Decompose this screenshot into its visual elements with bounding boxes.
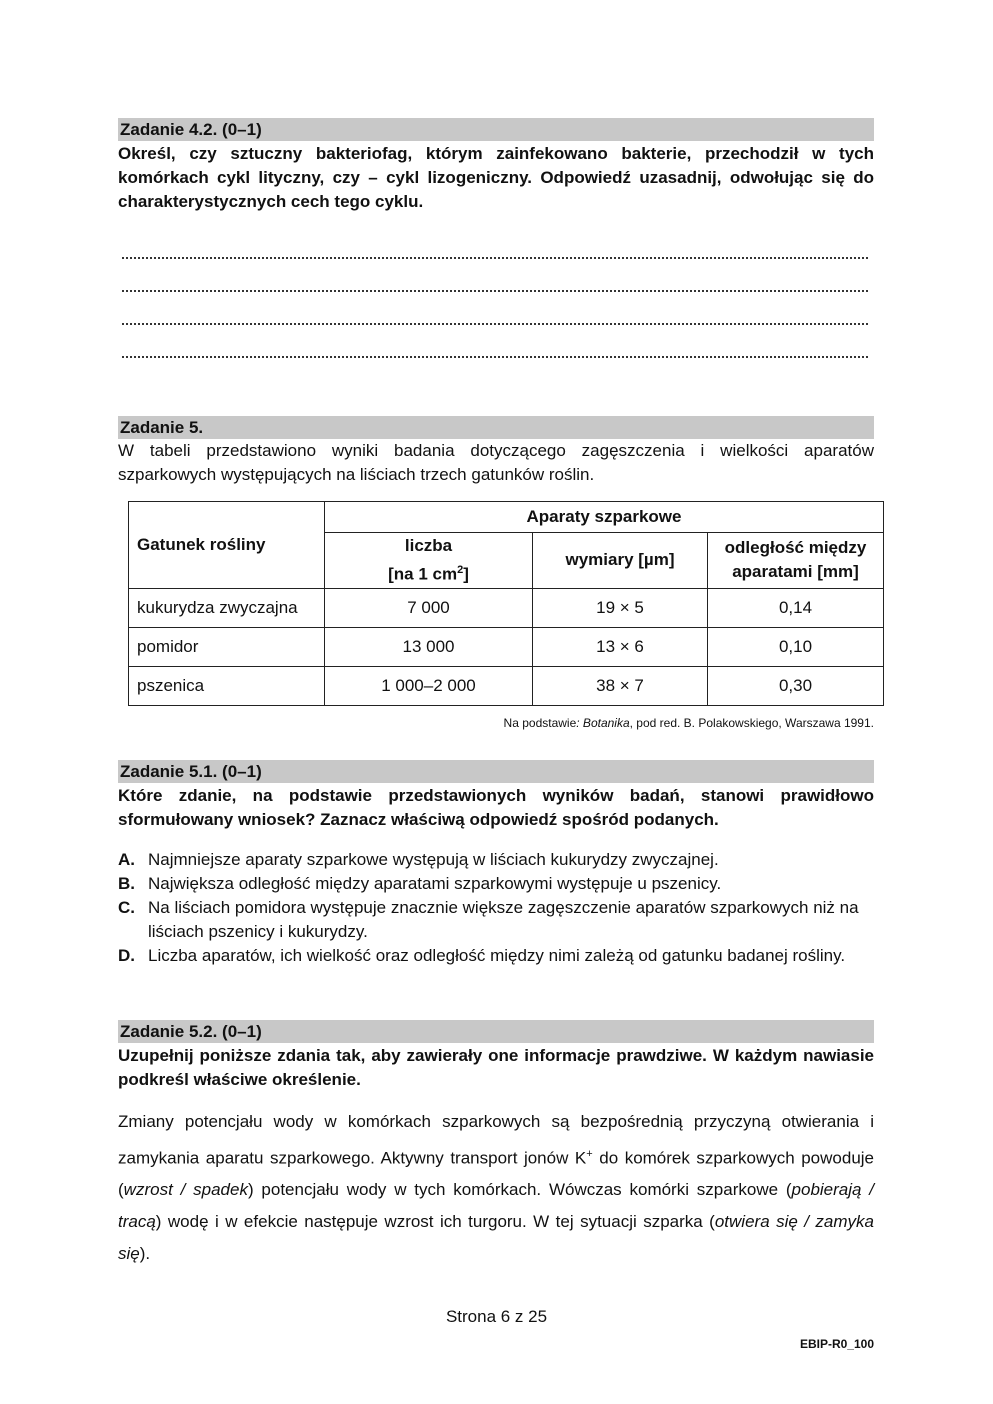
answer-option-a[interactable]: [118, 848, 874, 872]
task-5-1-header: Zadanie 5.1. (0–1): [118, 760, 874, 783]
answer-line[interactable]: [122, 337, 874, 370]
exam-code: EBIP-R0_100: [799, 1337, 874, 1351]
task-5-2-header: Zadanie 5.2. (0–1): [118, 1020, 874, 1043]
choice-2[interactable]: pobierają / tracą: [118, 1180, 875, 1232]
cell-species: pszenica: [129, 666, 325, 705]
page-number: Strona 6 z 25: [445, 1307, 548, 1326]
choice-1[interactable]: wzrost / spadek: [123, 1180, 248, 1200]
cell-species: pomidor: [129, 627, 325, 666]
table-row: [129, 666, 884, 705]
fill-in-paragraph: Zmiany potencjału wody w komórkach szparkowych są bezpośrednią przyczyną otwierania i zamykania aparatu szparkowego. Aktywny transport jonów K+ do komórek szparkowych powoduje (wzrost / spadek) potencjału wody w tych komórkach. Wówczas komórki szparkowe (pobierają / tracą) wodę i w efekcie następuje wzrost ich turgoru. W tej sytuacji szparka (otwiera się / zamyka się).: [118, 1111, 875, 1264]
option-text: Największa odległość między aparatami szparkowymi występuje u pszenicy.: [148, 873, 722, 893]
answer-line[interactable]: [122, 271, 874, 304]
cell-size: 19 × 5: [533, 588, 708, 627]
col-dist-header: odległość między aparatami [mm]: [708, 533, 884, 589]
task-5-header: Zadanie 5.: [118, 416, 874, 439]
stomata-table: [128, 501, 884, 706]
answer-option-d[interactable]: [118, 944, 874, 968]
option-text: Najmniejsze aparaty szparkowe występują w liściach kukurydzy zwyczajnej.: [148, 849, 719, 869]
task-4-2-header: Zadanie 4.2. (0–1): [118, 118, 874, 141]
option-letter: A.: [118, 849, 135, 869]
col-group-header: Aparaty szparkowe: [325, 502, 884, 533]
cell-size: 13 × 6: [533, 627, 708, 666]
task-5-intro: W tabeli przedstawiono wyniki badania dotyczącego zagęszczenia i wielkości aparatów szparkowych występujących na liściach trzech gatunków roślin.: [118, 441, 874, 484]
cell-dist: 0,30: [708, 666, 884, 705]
cell-count: 7 000: [325, 588, 533, 627]
col-size-header: wymiary [µm]: [533, 533, 708, 589]
answer-lines[interactable]: [122, 238, 874, 370]
answer-options: [118, 848, 874, 968]
cell-dist: 0,14: [708, 588, 884, 627]
answer-line[interactable]: [122, 238, 874, 271]
answer-option-c[interactable]: [118, 896, 874, 944]
table-row: [129, 588, 884, 627]
cell-size: 38 × 7: [533, 666, 708, 705]
table-source: Na podstawie: Botanika, pod red. B. Polakowskiego, Warszawa 1991.: [503, 715, 874, 730]
table-row: [129, 627, 884, 666]
col-species-header: Gatunek rośliny: [129, 502, 325, 589]
answer-line[interactable]: [122, 304, 874, 337]
answer-option-b[interactable]: [118, 872, 874, 896]
cell-species: kukurydza zwyczajna: [129, 588, 325, 627]
cell-dist: 0,10: [708, 627, 884, 666]
task-4-2-question: Określ, czy sztuczny bakteriofag, którym zainfekowano bakterie, przechodził w tych komórkach cykl lityczny, czy – cykl lizogeniczny. Odpowiedź uzasadnij, odwołując się do charakterystycznych cech tego cyklu.: [118, 144, 874, 211]
option-text: Liczba aparatów, ich wielkość oraz odległość między nimi zależą od gatunku badanej rośliny.: [148, 945, 846, 965]
choice-3[interactable]: otwiera się / zamyka się: [118, 1212, 875, 1264]
exam-page: [118, 118, 874, 1270]
col-count-header: liczba [na 1 $cm^2$]: [325, 533, 533, 589]
cell-count: 1 000–2 000: [325, 666, 533, 705]
task-5-1-question: Które zdanie, na podstawie przedstawionych wyników badań, stanowi prawidłowo sformułowany wniosek? Zaznacz właściwą odpowiedź spośród podanych.: [118, 785, 874, 829]
option-letter: B.: [118, 873, 135, 893]
option-letter: C.: [118, 897, 135, 917]
option-letter: D.: [118, 945, 135, 965]
cell-count: 13 000: [325, 627, 533, 666]
task-5-2-question: Uzupełnij poniższe zdania tak, aby zawierały one informacje prawdziwe. W każdym nawiasie podkreśl właściwe określenie.: [118, 1045, 874, 1089]
option-text: Na liściach pomidora występuje znacznie większe zagęszczenie aparatów szparkowych niż na liściach pszenicy i kukurydzy.: [148, 897, 859, 941]
